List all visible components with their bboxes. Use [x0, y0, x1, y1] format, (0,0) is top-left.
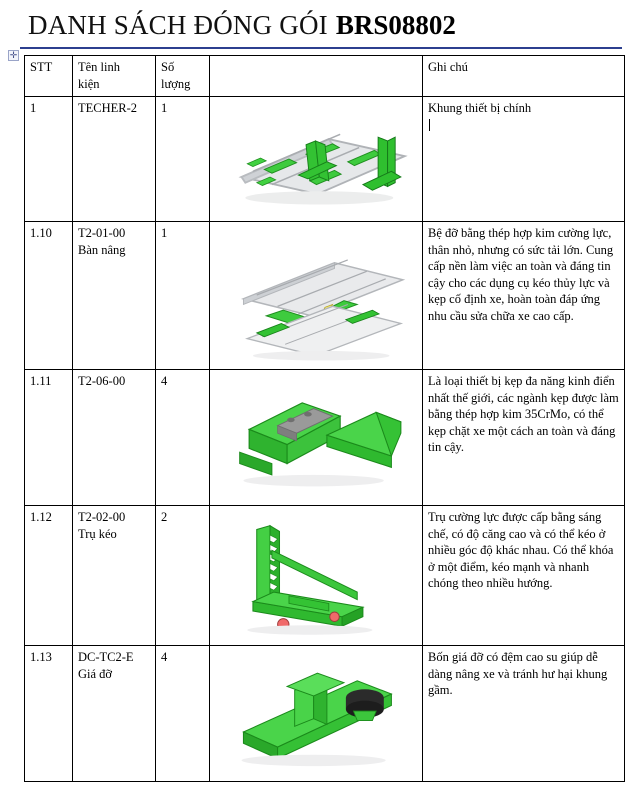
- note-text: Bệ đỡ bằng thép hợp kim cường lực, thân nhỏ, nhưng có sức tải lớn. Cung cấp nền làm việc an toàn và đáng tin cậy cho các dụng cụ kéo thủy lực và kẹp cố định xe, hoàn toàn đáp ứng nhu cầu sửa chữa xe cao cấp.: [428, 226, 614, 323]
- cell-name: [73, 222, 156, 370]
- cell-name-line2: Bàn nâng: [78, 242, 126, 257]
- cell-note: [423, 506, 625, 646]
- table-row: [25, 506, 625, 646]
- cell-stt: 1.10: [25, 222, 73, 370]
- cell-name-line1: T2-02-00: [78, 510, 126, 524]
- cell-name: [73, 97, 156, 222]
- cell-stt: 1.11: [25, 370, 73, 506]
- note-text: Bốn giá đỡ có đệm cao su giúp dễ dàng nâng xe và tránh hư hại khung gầm.: [428, 650, 608, 697]
- product-image-lifting-table: [215, 225, 417, 365]
- cell-qty: 4: [156, 370, 210, 506]
- col-header-note: Ghi chú: [423, 56, 625, 97]
- cell-name-line1: T2-06-00: [78, 374, 126, 388]
- cell-name: [73, 506, 156, 646]
- col-header-qty-line1: Số: [161, 60, 175, 74]
- col-header-name: [73, 56, 156, 97]
- title-divider: [20, 47, 622, 49]
- page-title-main: DANH SÁCH ĐÓNG GÓI: [28, 10, 328, 40]
- col-header-image: [210, 56, 423, 97]
- table-row: [25, 222, 625, 370]
- cell-name-line1: DC-TC2-E: [78, 650, 134, 664]
- cell-qty: 1: [156, 222, 210, 370]
- col-header-qty-line2: lượng: [161, 76, 191, 91]
- cell-note: [423, 222, 625, 370]
- col-header-stt: STT: [25, 56, 73, 97]
- cell-stt: 1: [25, 97, 73, 222]
- product-image-support-stand: [215, 649, 417, 777]
- table-row: [25, 370, 625, 506]
- product-image-pulling-tower: [215, 509, 417, 641]
- cell-note: [423, 370, 625, 506]
- cell-image: [210, 222, 423, 370]
- cell-image: [210, 97, 423, 222]
- cell-stt: 1.12: [25, 506, 73, 646]
- cell-qty: 1: [156, 97, 210, 222]
- cell-name-line1: T2-01-00: [78, 226, 126, 240]
- cell-image: [210, 370, 423, 506]
- note-text: Trụ cường lực được cấp bằng sáng chế, có độ căng cao và có thể kéo ở nhiều góc độ khác nhau. Có thể khóa ở một điểm, kéo mạnh và nhanh chóng theo nhiều hướng.: [428, 510, 614, 590]
- note-text: Khung thiết bị chính: [428, 101, 532, 115]
- cell-qty: 2: [156, 506, 210, 646]
- text-caret: [429, 119, 430, 131]
- cell-stt: 1.13: [25, 646, 73, 782]
- cell-name-line2: Trụ kéo: [78, 526, 117, 541]
- move-handle-icon[interactable]: ✛: [9, 50, 18, 60]
- note-text: Là loại thiết bị kẹp đa năng kinh điển nhất thế giới, các ngành kẹp được làm bằng thép hợp kim 35CrMo, có thể kẹp chặt xe một cách an toàn và đáng tin cậy.: [428, 374, 619, 454]
- cell-qty: 4: [156, 646, 210, 782]
- product-image-universal-clamp: [215, 373, 417, 501]
- table-header-row: [25, 56, 625, 97]
- table-row: [25, 646, 625, 782]
- table-row: [25, 97, 625, 222]
- cell-note: [423, 646, 625, 782]
- cell-name: [73, 646, 156, 782]
- col-header-qty: [156, 56, 210, 97]
- cell-name: [73, 370, 156, 506]
- col-header-name-line1: Tên linh: [78, 60, 121, 74]
- page-title: [0, 0, 640, 45]
- cell-name-line2: Giá đỡ: [78, 666, 113, 681]
- cell-image: [210, 506, 423, 646]
- product-image-main-frame: [215, 100, 417, 217]
- col-header-name-line2: kiện: [78, 76, 100, 91]
- cell-name-line1: TECHER-2: [78, 101, 138, 115]
- page-title-code: BRS08802: [335, 10, 456, 40]
- packing-list-table: [24, 55, 625, 782]
- cell-image: [210, 646, 423, 782]
- cell-note: [423, 97, 625, 222]
